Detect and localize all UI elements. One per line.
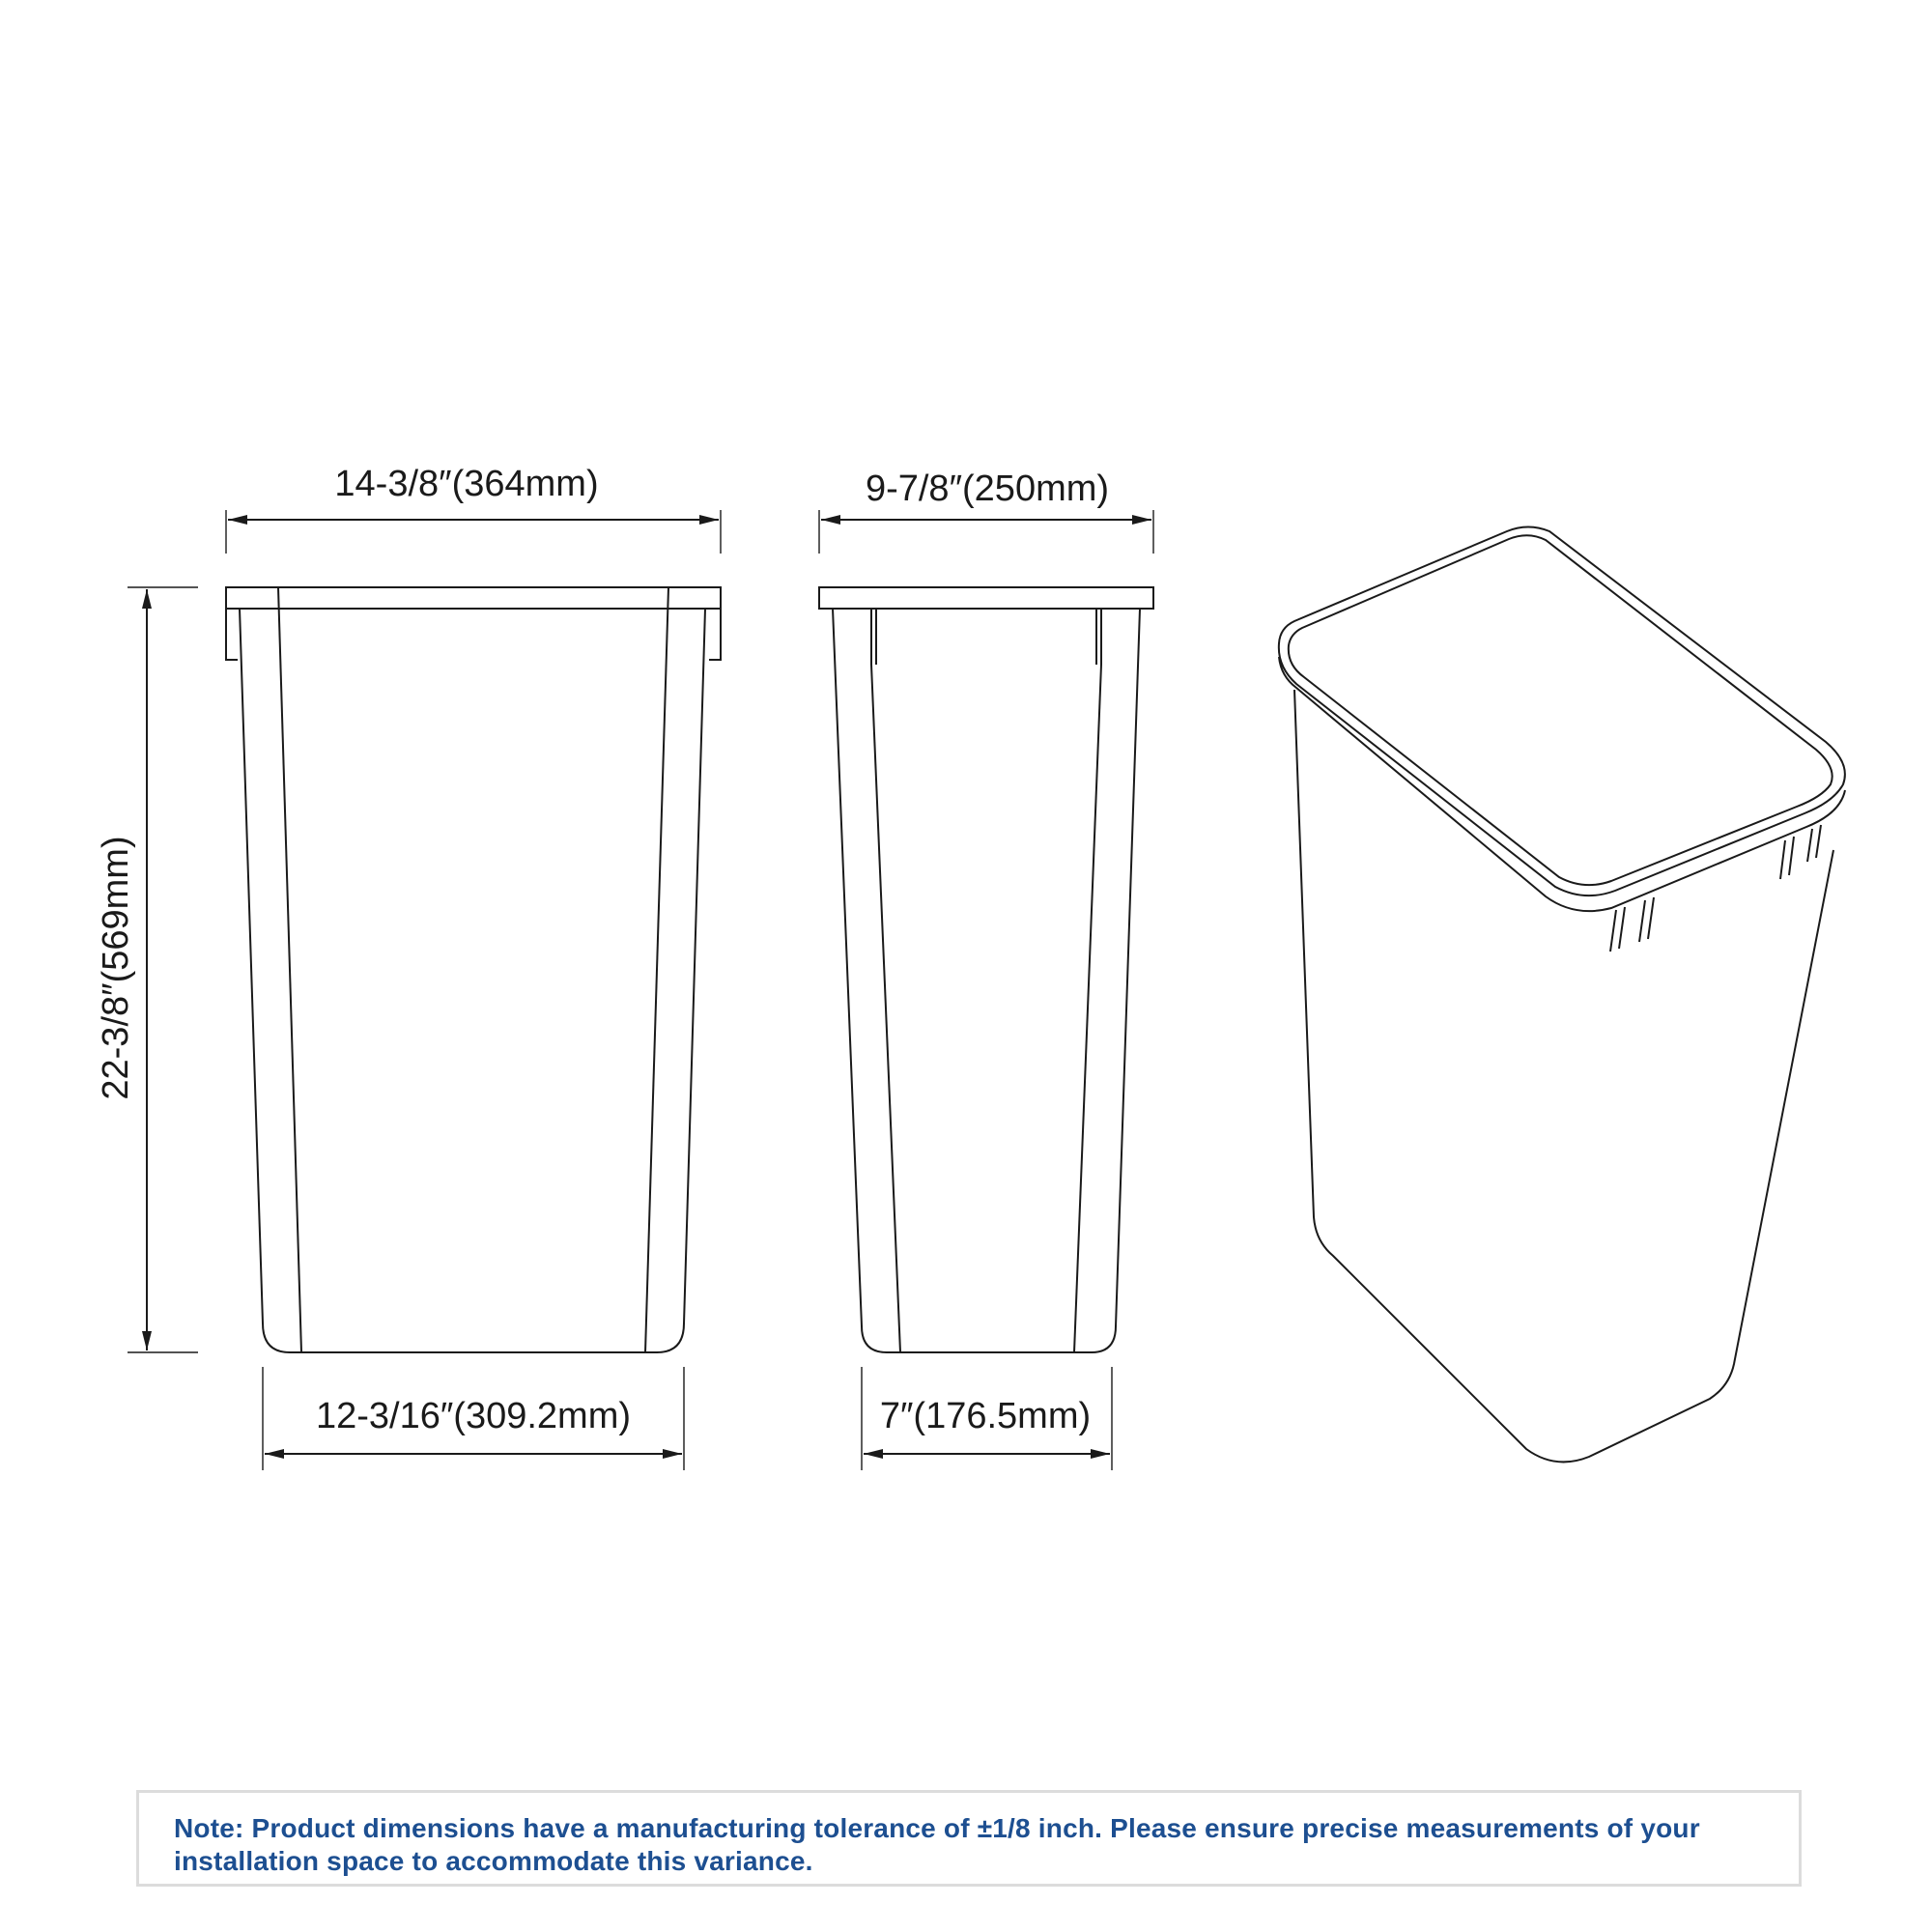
height-label: 22-3/8″(569mm) bbox=[96, 836, 136, 1100]
side-top-depth-label: 9-7/8″(250mm) bbox=[865, 469, 1110, 509]
front-top-width-label: 14-3/8″(364mm) bbox=[334, 464, 599, 504]
front-bottom-width-label: 12-3/16″(309.2mm) bbox=[315, 1396, 632, 1436]
front-view bbox=[226, 587, 721, 1352]
side-top-depth-dimension bbox=[819, 469, 1153, 554]
waste-bin-isometric-illustration bbox=[1279, 527, 1845, 1463]
side-view bbox=[819, 587, 1153, 1352]
tolerance-note-box bbox=[136, 1790, 1802, 1887]
side-bottom-depth-label: 7″(176.5mm) bbox=[879, 1396, 1092, 1436]
side-bottom-depth-dimension bbox=[862, 1367, 1112, 1470]
height-dimension bbox=[96, 587, 198, 1352]
front-bottom-width-dimension bbox=[263, 1367, 684, 1470]
tolerance-note-text: Note: Product dimensions have a manufacturing tolerance of ±1/8 inch. Please ensure precise measurements of your installation space to accommodate this variance. bbox=[174, 1813, 1700, 1876]
front-top-width-dimension bbox=[226, 464, 721, 554]
